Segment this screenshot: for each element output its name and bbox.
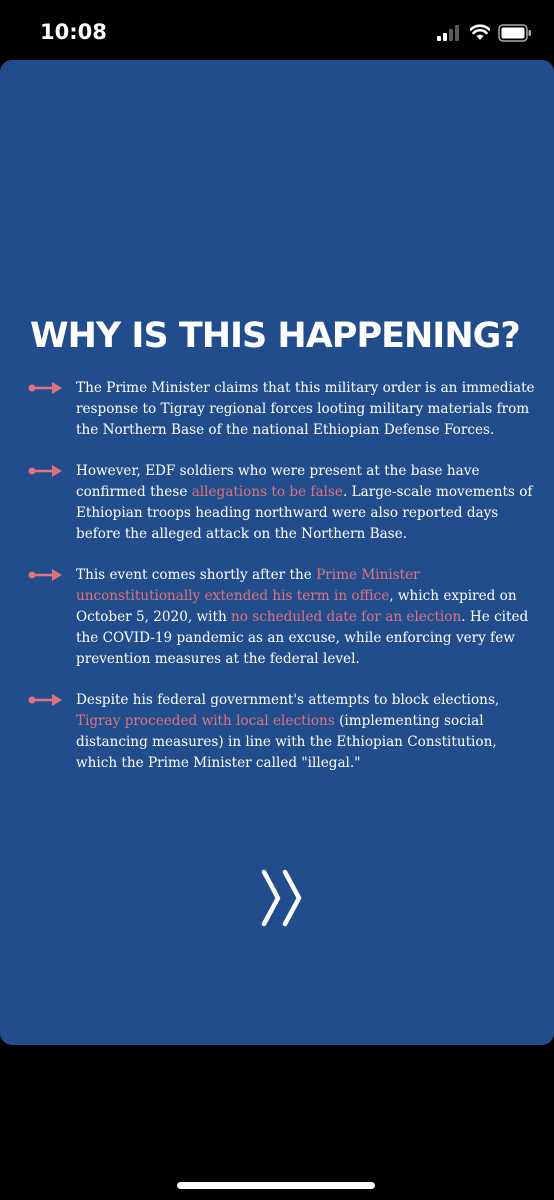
wifi-icon [470, 23, 490, 41]
bullet-text-segment: This event comes shortly after the [76, 567, 317, 583]
arrow-bullet-icon [28, 381, 64, 395]
bullet-item [28, 565, 540, 670]
arrow-bullet-icon [28, 464, 64, 478]
bullet-text-segment: The Prime Minister claims that this military order is an immediate response to Tigray regional forces looting military materials from the Northern Base of the national Ethiopian Defense Forces. [76, 380, 535, 438]
bullet-text-segment: However, EDF soldiers who were present at the base have confirmed these [76, 463, 480, 500]
signal-icon [437, 25, 462, 41]
bullet-text [76, 567, 528, 667]
highlighted-phrase: no scheduled date for an election [231, 609, 462, 625]
bullet-text-segment: , which expired on October 5, 2020, with [76, 588, 517, 625]
highlighted-phrase: Prime Minister unconstitutionally extended his term in office [76, 567, 420, 604]
highlighted-phrase: Tigray proceeded with local elections [76, 713, 335, 729]
highlighted-phrase: allegations to be false [191, 484, 343, 500]
bullet-item [28, 378, 540, 441]
status-bar [0, 0, 554, 60]
status-time: 10:08 [40, 20, 107, 44]
bullet-item [28, 690, 540, 774]
bullet-text-segment: Despite his federal government's attempts to block elections, [76, 692, 500, 708]
battery-icon [498, 24, 532, 42]
slide-headline: WHY IS THIS HAPPENING? [30, 316, 520, 356]
bullet-text [76, 692, 499, 771]
bullet-text [76, 463, 532, 542]
home-indicator[interactable] [177, 1182, 375, 1189]
bullet-text [76, 380, 535, 438]
bullet-text-segment: . He cited the COVID-19 pandemic as an excuse, while enforcing very few prevention measures at the federal level. [76, 609, 529, 667]
arrow-bullet-icon [28, 568, 64, 582]
double-chevron-right-icon[interactable] [258, 868, 308, 928]
bullet-text-segment: (implementing social distancing measures) in line with the Ethiopian Constitution, which the Prime Minister called "illegal." [76, 713, 497, 771]
bullet-list [28, 378, 540, 794]
arrow-bullet-icon [28, 693, 64, 707]
bullet-text-segment: . Large-scale movements of Ethiopian troops heading northward were also reported days before the alleged attack on the Northern Base. [76, 484, 533, 542]
story-slide [0, 60, 554, 1045]
bullet-item [28, 461, 540, 545]
